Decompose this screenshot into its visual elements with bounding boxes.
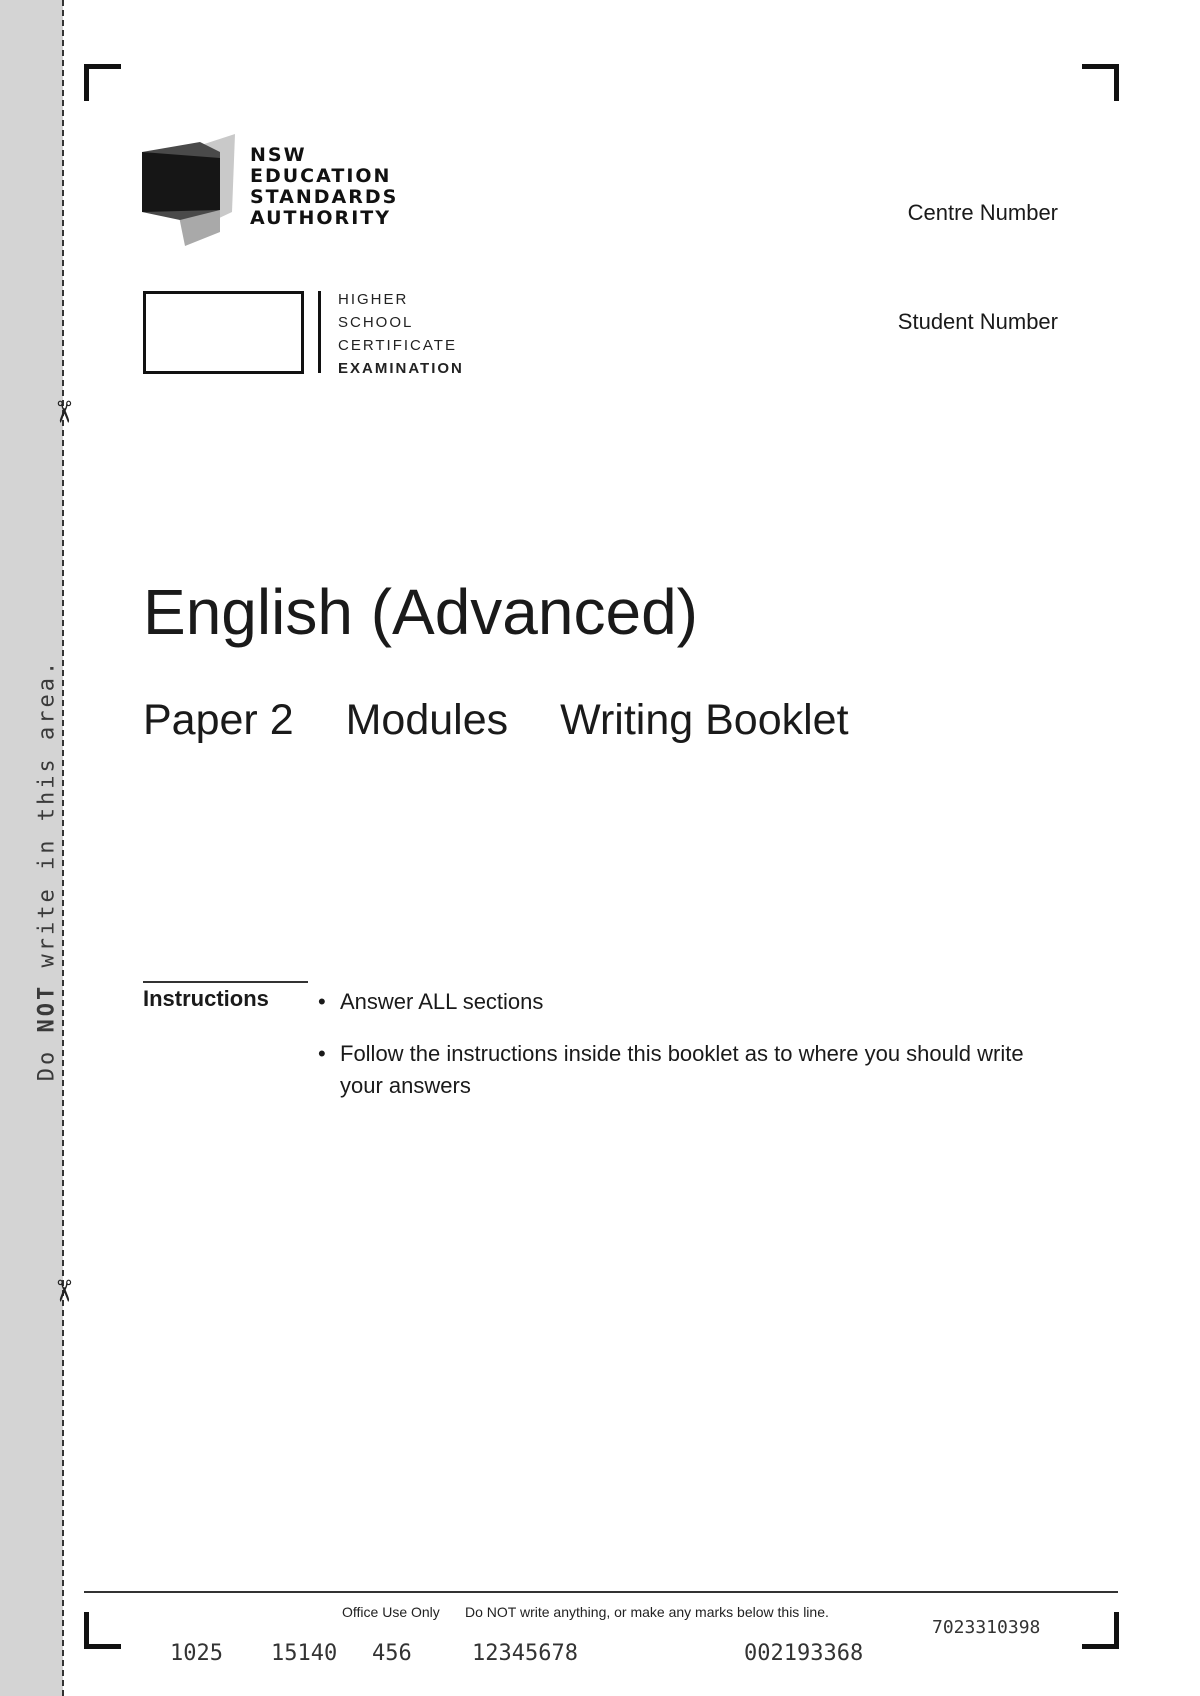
student-number-label: Student Number bbox=[897, 309, 1058, 334]
nesa-logo-icon bbox=[140, 132, 240, 246]
cut-line bbox=[62, 0, 64, 1696]
instruction-item: • Follow the instructions inside this booklet as to where you should write your answers bbox=[318, 1041, 1024, 1098]
footer-rule bbox=[84, 1591, 1118, 1593]
page-subtitle bbox=[143, 696, 901, 745]
footer-code: 1025 bbox=[170, 1641, 223, 1666]
crop-mark-top-left bbox=[84, 64, 121, 101]
instruction-item: • Answer ALL sections bbox=[318, 989, 544, 1014]
instructions-rule bbox=[143, 981, 308, 983]
scissors-icon: ✂ bbox=[45, 1278, 81, 1304]
subtitle-paper: Paper 2 bbox=[143, 696, 294, 744]
scissors-icon: ✂ bbox=[45, 399, 81, 425]
footer-code: 12345678 bbox=[472, 1641, 578, 1666]
margin-warning: Do NOT write in this area. bbox=[34, 658, 60, 1082]
hsc-label: HIGHER SCHOOL CERTIFICATE EXAMINATION bbox=[338, 291, 464, 377]
centre-number-label: Centre Number bbox=[907, 200, 1058, 225]
no-marks-warning: Do NOT write anything, or make any marks below this line. bbox=[465, 1604, 829, 1620]
footer-code: 456 bbox=[372, 1641, 412, 1666]
subtitle-modules: Modules bbox=[345, 696, 509, 744]
instructions-heading: Instructions bbox=[143, 986, 269, 1011]
office-use-label: Office Use Only bbox=[342, 1604, 440, 1620]
nesa-wordmark: NSW EDUCATION STANDARDS AUTHORITY bbox=[250, 144, 399, 229]
crop-mark-top-right bbox=[1082, 64, 1119, 101]
footer-code: 15140 bbox=[271, 1641, 338, 1666]
hsc-divider bbox=[318, 291, 321, 373]
footer-code: 002193368 bbox=[744, 1641, 864, 1666]
crop-mark-bottom-left bbox=[84, 1612, 121, 1649]
serial-number: 7023310398 bbox=[932, 1617, 1041, 1638]
instructions-list bbox=[318, 986, 1058, 1122]
subtitle-booklet: Writing Booklet bbox=[560, 696, 849, 744]
crop-mark-bottom-right bbox=[1082, 1612, 1119, 1649]
page-title: English (Advanced) bbox=[143, 576, 698, 648]
hsc-box bbox=[143, 291, 304, 374]
